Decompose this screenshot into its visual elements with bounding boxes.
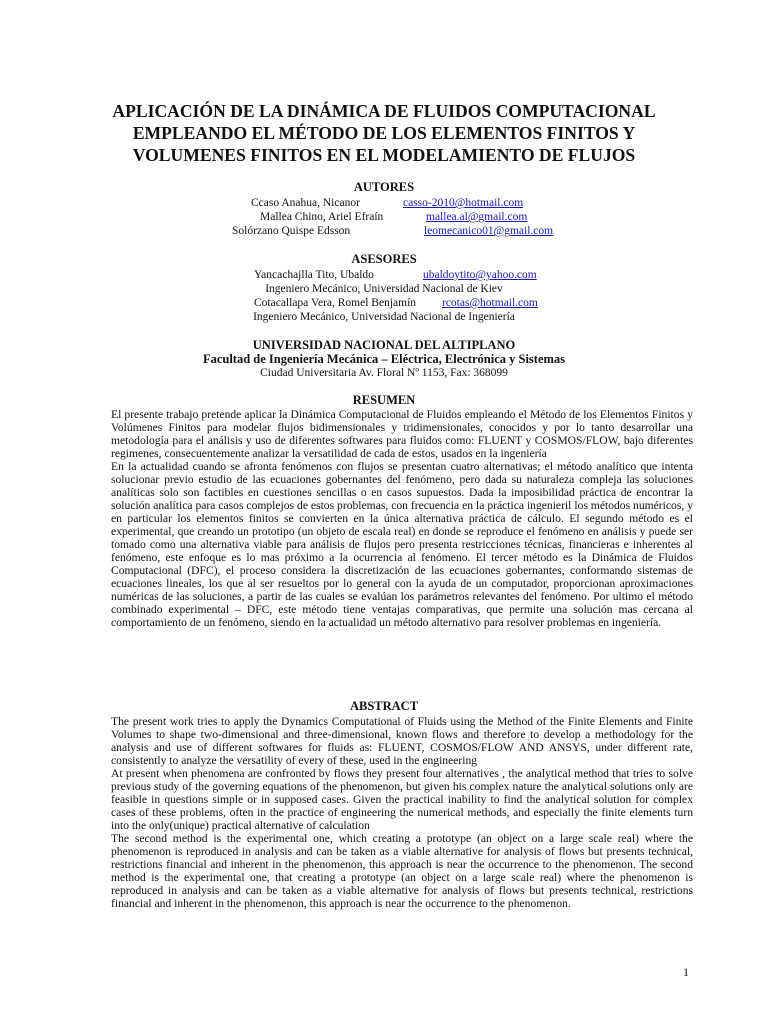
resumen-body xyxy=(111,408,693,629)
resumen-paragraph: En la actualidad cuando se afronta fenómenos con flujos se presentan cuatro alternativas; el método analítico que intenta solucionar previo estudio de las ecuaciones gobernantes del fenómeno, pero dada su naturaleza compleja las soluciones analíticas solo son factibles en cuestiones sencillas o en casos supuestos. Dada la imposibilidad práctica de encontrar la solución analítica para casos complejos de estos problemas, con frecuencia en la práctica ingenieril los métodos numéricos, y en particular los elementos finitos se convierten en la única alternativa práctica de cálculo. El segundo método es el experimental, que creando un prototipo (un objeto de escala real) en donde se reproduce el fenómeno en análisis y puede ser tomado como una alternativa viable para análisis de flujos pero presenta restricciones técnicas, financieras e inherentes al fenómeno, este enfoque es lo mas próximo a la ocurrencia al fenómeno. El tercer método es la Dinámica de Fluidos Computacional (DFC), el proceso considera la discretización de las ecuaciones gobernantes, conformando sistemas de ecuaciones lineales, los que al ser resueltos por lo general con la ayuda de un computador, proporcionan aproximaciones numéricas de las soluciones, a partir de las cuales se evalúan los parámetros relevantes del fenómeno. Por ultimo el método combinado experimental – DFC, este método tiene ventajas comparativas, que permite una solución mas cercana al comportamiento de un fenómeno, siendo en la actualidad un método alternativo para resolver problemas en ingeniería. xyxy=(111,460,693,629)
abstract-paragraph: The second method is the experimental one, which creating a prototype (an object on a large scale real) where the phenomenon is reproduced in analysis and can be taken as a viable alternative for analysis of flows but presents technical, restrictions financial and inherent in the phenomenon, this approach is near the occurrence to the phenomenon. The second method is the experimental one, that creating a prototype (an object on a large scale real) where the phenomenon is reproduced in analysis and can be taken as a viable alternative for analysis of flows but presents technical, restrictions financial and inherent in the phenomenon, this approach is near the occurrence to the phenomenon. xyxy=(111,832,693,910)
abstract-body xyxy=(111,715,693,910)
author-name: Mallea Chino, Ariel Efraín xyxy=(260,211,384,223)
asesores-heading: ASESORES xyxy=(351,252,417,266)
abstract-heading: ABSTRACT xyxy=(349,699,419,713)
author-name: Ccaso Anahua, Nicanor xyxy=(251,197,360,209)
paper-title xyxy=(90,100,678,166)
author-email-link[interactable]: mallea.al@gmail.com xyxy=(426,211,528,223)
resumen-paragraph: El presente trabajo pretende aplicar la Dinámica Computacional de Fluidos empleando el Método de los Elementos Finitos y Volúmenes Finitos para modelar flujos bidimensionales y tridimensionales, conocidos y por lo tanto desarrollar una metodología para el análisis y uso de diferentes softwares para fluidos como: FLUENT y COSMOS/FLOW, bajo diferentes regimenes, consecuentemente analizar la versatilidad de cada de estos, usados en la ingeniería xyxy=(111,408,693,460)
advisor-title: Ingeniero Mecánico, Universidad Nacional de Kiev xyxy=(265,283,503,295)
author-email-link[interactable]: leomecanico01@gmail.com xyxy=(424,225,554,237)
title-line-1: APLICACIÓN DE LA DINÁMICA DE FLUIDOS COMPUTACIONAL xyxy=(112,101,656,121)
title-line-2: EMPLEANDO EL MÉTODO DE LOS ELEMENTOS FINITOS Y xyxy=(132,123,636,143)
author-email-link[interactable]: casso-2010@hotmail.com xyxy=(403,197,524,209)
resumen-heading: RESUMEN xyxy=(352,393,416,407)
abstract-paragraph: At present when phenomena are confronted by flows they present four alternatives , the analytical method that tries to solve previous study of the governing equations of the phenomenon, but given his complex nature the analytical solutions only are feasible in questions simple or in supposed cases. Given the practical inability to find the analytical solution for complex cases of these problems, often in the practice of engineering the numerical methods, and especially the finite elements turn into the only(unique) practical alternative of calculation xyxy=(111,767,693,832)
author-name: Solórzano Quispe Edsson xyxy=(232,225,351,237)
page-number: 1 xyxy=(683,965,689,979)
autores-heading: AUTORES xyxy=(353,180,415,194)
advisor-title: Ingeniero Mecánico, Universidad Nacional de Ingeniería xyxy=(253,311,515,323)
university-name: UNIVERSIDAD NACIONAL DEL ALTIPLANO xyxy=(252,338,516,352)
advisor-name: Cotacallapa Vera, Romel Benjamín xyxy=(254,297,417,309)
advisor-name: Yancachajlla Tito, Ubaldo xyxy=(254,269,374,281)
advisor-email-link[interactable]: ubaldoytito@yahoo.com xyxy=(423,269,537,281)
title-line-3: VOLUMENES FINITOS EN EL MODELAMIENTO DE FLUJOS xyxy=(132,145,636,165)
institution-address: Ciudad Universitaria Av. Floral Nº 1153, Fax: 368099 xyxy=(260,367,508,379)
abstract-paragraph: The present work tries to apply the Dynamics Computational of Fluids using the Method of the Finite Elements and Finite Volumes to shape two-dimensional and three-dimensional, known flows and therefore to develop a methodology for the analysis and use of different softwares for fluids as: FLUENT, COSMOS/FLOW AND ANSYS, under different rate, consistently to analyze the versatility of every of these, used in the engineering xyxy=(111,715,693,767)
faculty-name: Facultad de Ingeniería Mecánica – Eléctrica, Electrónica y Sistemas xyxy=(202,352,566,366)
advisor-email-link[interactable]: rcotas@hotmail.com xyxy=(442,297,538,309)
